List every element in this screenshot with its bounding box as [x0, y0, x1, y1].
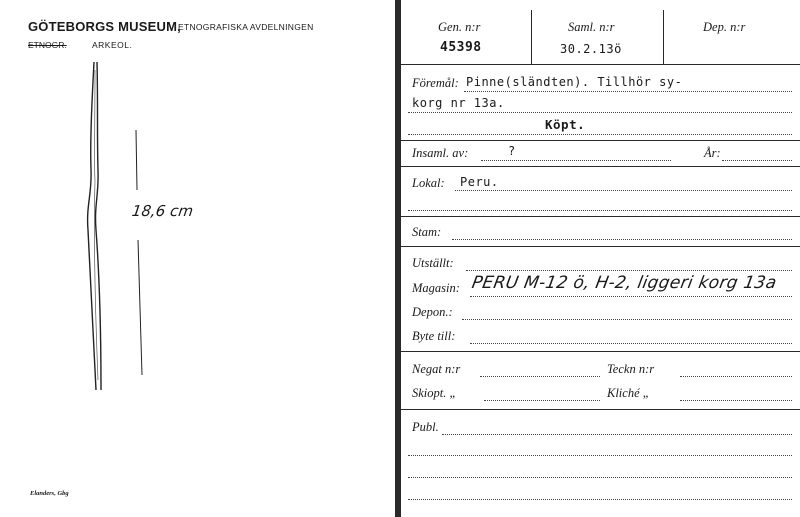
- publ-dotline-1: [442, 434, 792, 435]
- section-struck: ETNOGR.: [28, 40, 67, 50]
- measure-line-lower: [138, 240, 142, 375]
- saml-nr-value: 30.2.13ö: [560, 42, 622, 56]
- header-bottom-rule: [401, 64, 800, 65]
- utstallt-top-rule: [401, 246, 800, 247]
- measure-line-upper: [136, 130, 137, 190]
- insaml-label: Insaml. av:: [412, 146, 469, 160]
- skiopt-dotline: [484, 400, 600, 401]
- gen-nr-value: 45398: [440, 40, 482, 55]
- byte-dotline: [470, 343, 792, 344]
- utstallt-label: Utställt:: [412, 256, 454, 270]
- section-name: ARKEOL.: [92, 40, 133, 50]
- foremal-dotline-1: [464, 91, 792, 92]
- foremal-note: Köpt.: [545, 117, 586, 132]
- foremal-label: Föremål:: [412, 76, 459, 90]
- insaml-top-rule: [401, 140, 800, 141]
- kliche-label: Kliché „: [607, 386, 650, 400]
- skiopt-label: Skiopt. „: [412, 386, 457, 400]
- teckn-label: Teckn n:r: [607, 362, 655, 376]
- saml-nr-label: Saml. n:r: [568, 20, 615, 34]
- measurement-label: 18,6 cm: [130, 202, 195, 220]
- card-divider: [395, 0, 401, 517]
- publ-dotline-3: [408, 477, 792, 478]
- ar-label: År:: [704, 146, 721, 160]
- negat-top-rule: [401, 351, 800, 352]
- lokal-label: Lokal:: [412, 176, 445, 190]
- insaml-value: ?: [508, 144, 516, 158]
- byte-label: Byte till:: [412, 329, 456, 343]
- printer-mark: Elanders, Gbg: [30, 490, 69, 497]
- magasin-label: Magasin:: [412, 281, 460, 295]
- department-name: ETNOGRAFISKA AVDELNINGEN: [178, 22, 314, 32]
- lokal-top-rule: [401, 166, 800, 167]
- insaml-dotline: [481, 160, 671, 161]
- ar-dotline: [722, 160, 792, 161]
- depon-label: Depon.:: [412, 305, 453, 319]
- foremal-line-2: korg nr 13a.: [412, 96, 505, 110]
- publ-dotline-2: [408, 455, 792, 456]
- publ-top-rule: [401, 409, 800, 410]
- foremal-dotline-2: [408, 112, 792, 113]
- stam-dotline: [452, 239, 792, 240]
- stam-top-rule: [401, 216, 800, 217]
- header-separator-1: [531, 10, 532, 64]
- publ-dotline-4: [408, 499, 792, 500]
- negat-label: Negat n:r: [412, 362, 461, 376]
- kliche-dotline: [680, 400, 792, 401]
- object-sketch: [0, 0, 395, 517]
- lokal-dotline-1: [455, 190, 792, 191]
- depon-dotline: [462, 319, 792, 320]
- teckn-dotline: [680, 376, 792, 377]
- magasin-value: PERU M-12 ö, H-2, liggeri korg 13a: [470, 273, 779, 293]
- lokal-value: Peru.: [460, 175, 499, 189]
- negat-dotline: [480, 376, 600, 377]
- publ-label: Publ.: [412, 420, 439, 434]
- utstallt-dotline: [466, 270, 792, 271]
- foremal-dotline-3: [408, 134, 792, 135]
- lokal-dotline-2: [408, 210, 792, 211]
- gen-nr-label: Gen. n:r: [438, 20, 481, 34]
- stam-label: Stam:: [412, 225, 442, 239]
- foremal-line-1: Pinne(sländten). Tillhör sy-: [466, 75, 683, 89]
- dep-nr-label: Dep. n:r: [703, 20, 746, 34]
- museum-name: GÖTEBORGS MUSEUM,: [28, 19, 181, 34]
- header-separator-2: [663, 10, 664, 64]
- magasin-dotline: [470, 296, 792, 297]
